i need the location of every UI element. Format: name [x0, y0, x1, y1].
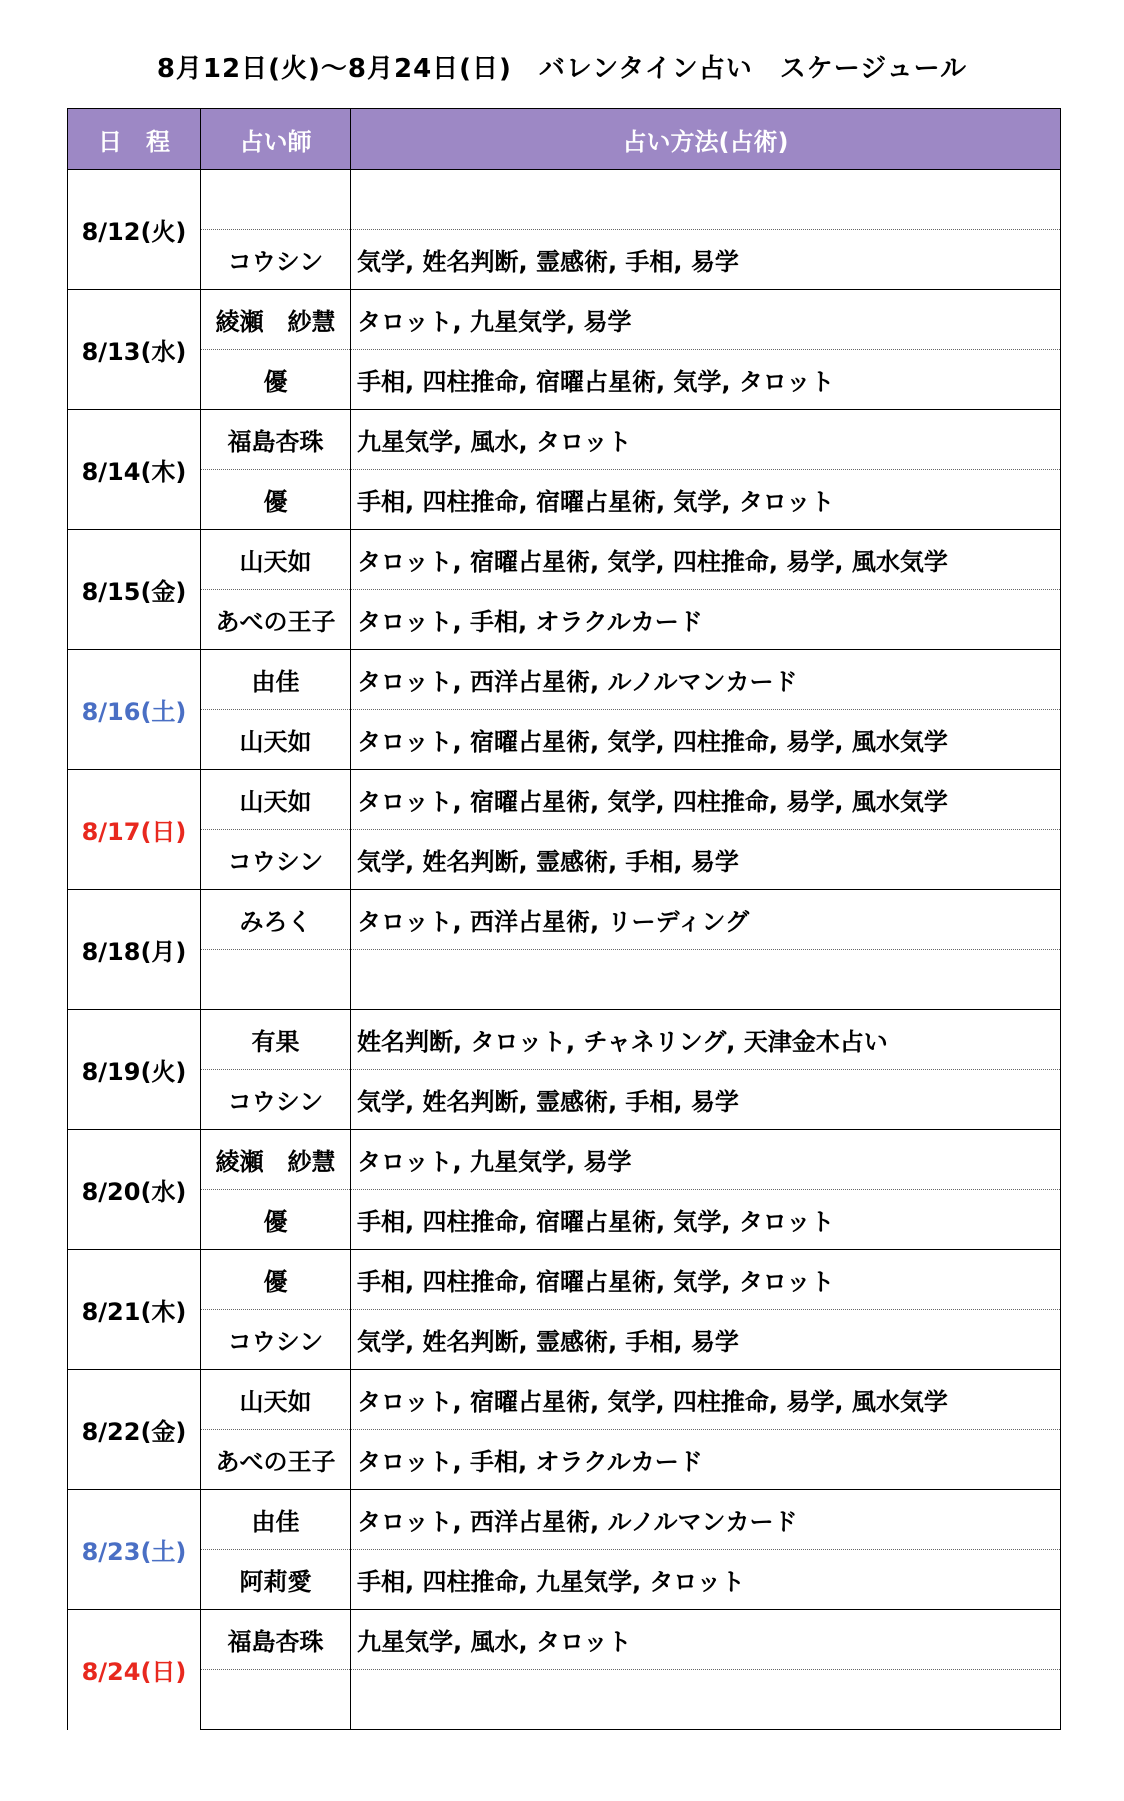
table-row — [68, 1370, 1061, 1430]
method-cell: タロット, 宿曜占星術, 気学, 四柱推命, 易学, 風水気学 — [351, 1370, 1061, 1430]
method-cell: 手相, 四柱推命, 宿曜占星術, 気学, タロット — [351, 350, 1061, 410]
method-cell: タロット, 宿曜占星術, 気学, 四柱推命, 易学, 風水気学 — [351, 710, 1061, 770]
method-cell: 気学, 姓名判断, 霊感術, 手相, 易学 — [351, 1070, 1061, 1130]
table-row — [68, 830, 1061, 890]
table-row — [68, 470, 1061, 530]
date-cell: 8/24(日) — [68, 1610, 201, 1730]
table-row — [68, 890, 1061, 950]
teller-cell: 山天如 — [201, 530, 351, 590]
date-cell: 8/19(火) — [68, 1010, 201, 1130]
method-cell — [351, 1670, 1061, 1730]
table-row — [68, 1250, 1061, 1310]
table-row — [68, 1130, 1061, 1190]
table-row — [68, 1430, 1061, 1490]
teller-cell: あべの王子 — [201, 1430, 351, 1490]
method-cell: 手相, 四柱推命, 宿曜占星術, 気学, タロット — [351, 1190, 1061, 1250]
date-cell: 8/23(土) — [68, 1490, 201, 1610]
method-cell: 手相, 四柱推命, 宿曜占星術, 気学, タロット — [351, 470, 1061, 530]
teller-cell: 綾瀬 紗慧 — [201, 290, 351, 350]
date-cell: 8/17(日) — [68, 770, 201, 890]
table-row — [68, 950, 1061, 1010]
method-cell: タロット, 九星気学, 易学 — [351, 290, 1061, 350]
date-cell: 8/14(木) — [68, 410, 201, 530]
table-row — [68, 1550, 1061, 1610]
schedule-table — [67, 108, 1061, 1730]
table-row — [68, 1010, 1061, 1070]
teller-cell — [201, 170, 351, 230]
method-cell — [351, 950, 1061, 1010]
table-row — [68, 530, 1061, 590]
teller-cell: コウシン — [201, 230, 351, 290]
table-row — [68, 590, 1061, 650]
date-cell: 8/22(金) — [68, 1370, 201, 1490]
teller-cell: 優 — [201, 1190, 351, 1250]
teller-cell: 由佳 — [201, 1490, 351, 1550]
teller-cell — [201, 950, 351, 1010]
table-row — [68, 230, 1061, 290]
method-cell: 気学, 姓名判断, 霊感術, 手相, 易学 — [351, 830, 1061, 890]
schedule-body — [68, 170, 1061, 1730]
teller-cell: みろく — [201, 890, 351, 950]
teller-cell: コウシン — [201, 830, 351, 890]
teller-cell: 由佳 — [201, 650, 351, 710]
table-row — [68, 1310, 1061, 1370]
teller-cell: 有果 — [201, 1010, 351, 1070]
table-row — [68, 1610, 1061, 1670]
table-row — [68, 710, 1061, 770]
teller-cell: 山天如 — [201, 710, 351, 770]
method-cell: タロット, 宿曜占星術, 気学, 四柱推命, 易学, 風水気学 — [351, 770, 1061, 830]
method-cell: 手相, 四柱推命, 九星気学, タロット — [351, 1550, 1061, 1610]
teller-cell: 阿莉愛 — [201, 1550, 351, 1610]
date-cell: 8/13(水) — [68, 290, 201, 410]
teller-cell: 福島杏珠 — [201, 410, 351, 470]
header-method: 占い方法(占術) — [351, 109, 1061, 170]
table-row — [68, 350, 1061, 410]
date-cell: 8/16(土) — [68, 650, 201, 770]
header-teller: 占い師 — [201, 109, 351, 170]
teller-cell: 優 — [201, 470, 351, 530]
method-cell: 九星気学, 風水, タロット — [351, 1610, 1061, 1670]
method-cell: タロット, 西洋占星術, リーディング — [351, 890, 1061, 950]
teller-cell: 福島杏珠 — [201, 1610, 351, 1670]
teller-cell: 優 — [201, 350, 351, 410]
date-cell: 8/18(月) — [68, 890, 201, 1010]
table-header-row — [68, 109, 1061, 170]
table-row — [68, 1070, 1061, 1130]
table-row — [68, 170, 1061, 230]
teller-cell: コウシン — [201, 1070, 351, 1130]
teller-cell — [201, 1670, 351, 1730]
table-row — [68, 770, 1061, 830]
method-cell: タロット, 手相, オラクルカード — [351, 590, 1061, 650]
method-cell: 手相, 四柱推命, 宿曜占星術, 気学, タロット — [351, 1250, 1061, 1310]
method-cell: タロット, 西洋占星術, ルノルマンカード — [351, 1490, 1061, 1550]
page-title: 8月12日(火)～8月24日(日) バレンタイン占い スケージュール — [156, 54, 968, 84]
method-cell: 気学, 姓名判断, 霊感術, 手相, 易学 — [351, 1310, 1061, 1370]
teller-cell: コウシン — [201, 1310, 351, 1370]
table-row — [68, 1670, 1061, 1730]
teller-cell: 優 — [201, 1250, 351, 1310]
teller-cell: あべの王子 — [201, 590, 351, 650]
method-cell: 九星気学, 風水, タロット — [351, 410, 1061, 470]
method-cell: 姓名判断, タロット, チャネリング, 天津金木占い — [351, 1010, 1061, 1070]
date-cell: 8/21(木) — [68, 1250, 201, 1370]
table-row — [68, 410, 1061, 470]
table-row — [68, 650, 1061, 710]
method-cell: タロット, 宿曜占星術, 気学, 四柱推命, 易学, 風水気学 — [351, 530, 1061, 590]
method-cell: タロット, 西洋占星術, ルノルマンカード — [351, 650, 1061, 710]
method-cell: タロット, 九星気学, 易学 — [351, 1130, 1061, 1190]
teller-cell: 山天如 — [201, 1370, 351, 1430]
date-cell: 8/20(水) — [68, 1130, 201, 1250]
teller-cell: 山天如 — [201, 770, 351, 830]
teller-cell: 綾瀬 紗慧 — [201, 1130, 351, 1190]
table-row — [68, 1490, 1061, 1550]
method-cell — [351, 170, 1061, 230]
date-cell: 8/15(金) — [68, 530, 201, 650]
table-row — [68, 1190, 1061, 1250]
method-cell: タロット, 手相, オラクルカード — [351, 1430, 1061, 1490]
method-cell: 気学, 姓名判断, 霊感術, 手相, 易学 — [351, 230, 1061, 290]
date-cell: 8/12(火) — [68, 170, 201, 290]
header-date: 日 程 — [68, 109, 201, 170]
table-row — [68, 290, 1061, 350]
